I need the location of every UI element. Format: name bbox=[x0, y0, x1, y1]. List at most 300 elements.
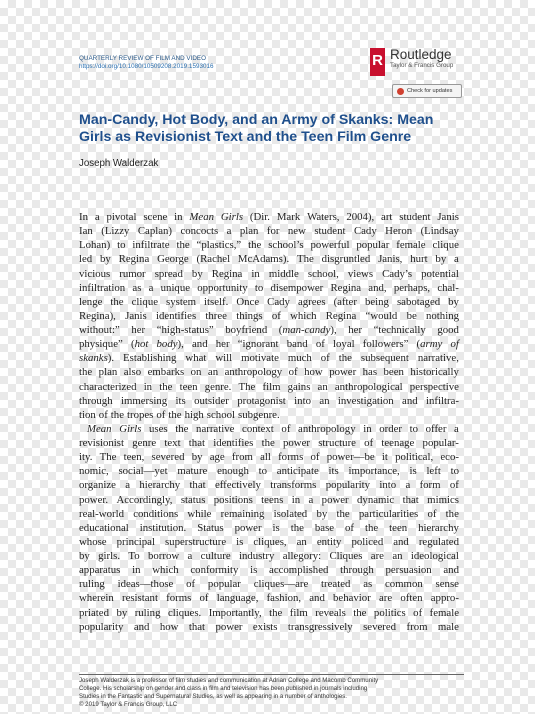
word: Regina bbox=[330, 281, 362, 294]
check-for-updates-button[interactable] bbox=[392, 84, 462, 98]
word: will bbox=[215, 352, 233, 365]
word: eco- bbox=[440, 451, 459, 464]
word: body), bbox=[156, 338, 184, 351]
word: entity bbox=[316, 535, 342, 548]
word: identifies bbox=[155, 309, 197, 322]
word: of bbox=[310, 451, 320, 464]
word: of bbox=[271, 309, 281, 322]
word: through bbox=[79, 394, 113, 407]
word: Cady bbox=[353, 225, 377, 238]
word: a bbox=[454, 422, 459, 435]
word: hierarchy bbox=[139, 479, 181, 492]
word: (man-candy), bbox=[278, 324, 337, 336]
word: transforms bbox=[270, 479, 317, 492]
word: 2004), bbox=[346, 211, 375, 223]
word: “high-status” bbox=[156, 324, 214, 336]
word: the bbox=[79, 366, 93, 379]
word: her bbox=[131, 324, 146, 336]
word: girls. bbox=[98, 550, 121, 562]
word: whose bbox=[79, 535, 107, 548]
word: disgruntled bbox=[321, 253, 371, 266]
word: teen, bbox=[123, 451, 145, 464]
word: teen bbox=[179, 380, 198, 393]
word: treated bbox=[321, 578, 351, 591]
word: Mean bbox=[87, 422, 112, 435]
word: power bbox=[329, 366, 357, 379]
word: the bbox=[269, 606, 283, 619]
word: as bbox=[132, 281, 142, 294]
word: to bbox=[117, 239, 126, 252]
word: institution. bbox=[139, 521, 187, 534]
word: plan bbox=[239, 225, 259, 238]
word: often bbox=[400, 592, 423, 605]
word: motivate bbox=[241, 352, 279, 365]
word: an bbox=[317, 380, 328, 393]
word: historically bbox=[410, 366, 459, 379]
article-title bbox=[79, 112, 469, 146]
word: spread bbox=[154, 267, 183, 280]
word: without:” bbox=[79, 324, 120, 336]
word: uses bbox=[149, 422, 168, 435]
word: popular bbox=[356, 239, 390, 252]
body-line bbox=[79, 210, 459, 224]
word: teens bbox=[261, 493, 284, 506]
word: and bbox=[393, 535, 409, 548]
author-name: Joseph Walderzak bbox=[79, 158, 159, 169]
word: is bbox=[409, 465, 417, 478]
word: ideological bbox=[410, 550, 459, 562]
word: also bbox=[123, 366, 142, 379]
word: Waters, bbox=[307, 211, 340, 223]
word: ideas—those bbox=[117, 578, 174, 591]
word: the bbox=[159, 380, 173, 393]
word: subgenre. bbox=[238, 408, 280, 421]
word: resistant bbox=[121, 592, 158, 605]
word: female bbox=[429, 606, 459, 619]
word: is bbox=[236, 535, 244, 548]
word: In bbox=[79, 211, 88, 223]
body-line bbox=[79, 309, 459, 323]
word: into bbox=[294, 394, 311, 407]
word: the bbox=[168, 408, 182, 421]
word: immersing bbox=[120, 394, 168, 407]
word: infiltration bbox=[79, 281, 126, 294]
word: apparatus bbox=[79, 564, 121, 577]
word: in bbox=[132, 564, 141, 577]
word: Janis bbox=[437, 211, 459, 223]
word: by bbox=[116, 606, 128, 619]
word: the bbox=[290, 521, 304, 534]
word: has bbox=[362, 366, 378, 379]
word: cliques—are bbox=[253, 578, 309, 591]
word: the bbox=[261, 437, 275, 449]
word: language, bbox=[216, 592, 259, 605]
word: social—yet bbox=[118, 465, 168, 478]
word: Regina bbox=[118, 253, 150, 266]
word: to bbox=[258, 465, 268, 478]
body-line bbox=[79, 394, 459, 408]
word: fashion, bbox=[266, 592, 302, 605]
word: common bbox=[384, 578, 423, 591]
word: cliques, bbox=[253, 535, 287, 548]
word: been bbox=[383, 366, 404, 379]
word: clique bbox=[131, 295, 159, 308]
word: context bbox=[242, 422, 274, 435]
word: severed bbox=[363, 620, 397, 633]
word: power bbox=[321, 493, 349, 506]
routledge-logo-icon: R bbox=[370, 48, 385, 76]
word: effectively bbox=[214, 479, 261, 492]
word: Mean bbox=[189, 211, 214, 223]
body-line bbox=[79, 549, 459, 563]
word: George bbox=[157, 253, 189, 266]
word: appro- bbox=[430, 592, 459, 605]
word: being bbox=[364, 295, 389, 308]
word: in bbox=[143, 380, 153, 393]
word: text bbox=[164, 437, 181, 449]
word: industry bbox=[238, 550, 275, 562]
publisher-sub: Taylor & Francis Group bbox=[390, 62, 454, 69]
body-line bbox=[79, 238, 459, 252]
word: cliques. bbox=[167, 606, 202, 619]
word: what bbox=[185, 352, 207, 365]
word: loyal bbox=[333, 338, 355, 351]
word: how bbox=[159, 620, 179, 633]
word: political, bbox=[395, 451, 434, 464]
word: allegory: bbox=[282, 550, 322, 562]
word: (army bbox=[416, 338, 443, 351]
word: while bbox=[187, 507, 212, 520]
word: status bbox=[180, 493, 206, 506]
word: outsider bbox=[194, 394, 229, 407]
word: of bbox=[449, 479, 459, 492]
word: of bbox=[315, 338, 325, 351]
word: of bbox=[199, 592, 209, 605]
word: The bbox=[297, 253, 314, 266]
word: Establishing bbox=[123, 352, 177, 365]
word: the bbox=[248, 239, 262, 252]
word: opportunity bbox=[197, 281, 248, 294]
word: potential bbox=[421, 267, 459, 280]
word: of bbox=[156, 408, 166, 421]
word: male bbox=[437, 620, 459, 633]
word: by bbox=[100, 253, 111, 266]
word: (hot bbox=[130, 338, 149, 351]
word: and bbox=[402, 394, 418, 407]
word: be bbox=[406, 309, 417, 322]
word: popular bbox=[207, 578, 241, 591]
word: new bbox=[287, 225, 306, 238]
word: three bbox=[205, 309, 227, 322]
word: agrees bbox=[297, 295, 326, 308]
body-line bbox=[79, 478, 459, 492]
word: (Rachel bbox=[196, 253, 231, 266]
word: remaining bbox=[220, 507, 265, 520]
word: in bbox=[291, 493, 301, 506]
word: form bbox=[419, 479, 441, 492]
word: popularity bbox=[325, 479, 371, 492]
word: hurt bbox=[410, 253, 428, 266]
word: accomplished bbox=[269, 564, 329, 577]
word: powerful bbox=[310, 239, 350, 252]
word: teenage bbox=[381, 437, 415, 449]
word: base bbox=[314, 521, 335, 534]
word: the bbox=[110, 408, 124, 421]
word: perspective bbox=[409, 380, 459, 393]
word: physique” bbox=[79, 338, 123, 351]
body-line bbox=[79, 295, 459, 309]
word: that bbox=[188, 620, 206, 633]
word: and bbox=[133, 620, 150, 633]
word: an bbox=[319, 394, 330, 407]
body-line bbox=[79, 577, 459, 591]
word: for bbox=[266, 225, 280, 238]
word: popularity bbox=[79, 620, 124, 633]
word: from bbox=[406, 620, 428, 633]
word: concocts bbox=[180, 225, 219, 238]
journal-header bbox=[79, 55, 213, 71]
body-line bbox=[79, 464, 459, 478]
doi-link[interactable]: https://doi.org/10.1080/10509208.2019.1593016 bbox=[79, 63, 214, 70]
word: structure bbox=[318, 437, 356, 449]
word: Girls bbox=[119, 422, 142, 435]
body-line bbox=[79, 521, 459, 535]
word: school, bbox=[307, 267, 339, 280]
check-updates-label: Check for updates bbox=[407, 88, 453, 94]
word: a bbox=[454, 253, 459, 266]
word: art bbox=[381, 211, 393, 223]
word: conditions bbox=[133, 507, 179, 520]
word: “technically bbox=[373, 324, 426, 336]
body-line bbox=[79, 408, 459, 422]
footnote-line: College. His scholarship on gender and class in film and television has been published in journals including bbox=[79, 685, 368, 692]
word: into bbox=[379, 479, 397, 492]
word: a bbox=[308, 493, 314, 506]
word: wherein bbox=[79, 592, 114, 605]
body-line bbox=[79, 606, 459, 620]
word: things bbox=[236, 309, 263, 322]
word: dynamic bbox=[357, 493, 395, 506]
word: ruling bbox=[79, 578, 105, 591]
word: film bbox=[262, 380, 281, 393]
word: Regina bbox=[211, 267, 243, 280]
word: infiltrate bbox=[132, 239, 170, 252]
word: unique bbox=[160, 281, 191, 294]
word: of bbox=[320, 352, 330, 365]
body-line bbox=[79, 507, 459, 521]
body-line bbox=[79, 281, 459, 295]
word: are bbox=[370, 550, 384, 562]
word: persuasion bbox=[385, 564, 432, 577]
word: of bbox=[281, 422, 291, 435]
footnote-line: Studies in the Fantastic and Supernatural Studies, as well as appearing in a number of anthologies. bbox=[79, 693, 347, 700]
word: to bbox=[409, 422, 419, 435]
word: (after bbox=[333, 295, 357, 308]
body-line bbox=[79, 365, 459, 379]
footnote-line: © 2019 Taylor & Francis Group, LLC bbox=[79, 701, 178, 708]
word: a bbox=[226, 225, 232, 238]
body-line bbox=[79, 493, 459, 507]
word: Caplan) bbox=[137, 225, 173, 238]
word: importance, bbox=[348, 465, 400, 478]
word: reveals bbox=[315, 606, 346, 619]
word: Mark bbox=[276, 211, 301, 223]
word: high bbox=[184, 408, 204, 421]
word: protagonist bbox=[237, 394, 286, 407]
word: the bbox=[353, 606, 367, 619]
word: chal- bbox=[437, 281, 459, 294]
word: in bbox=[363, 422, 372, 435]
word: ity. bbox=[79, 451, 93, 464]
word: genre. bbox=[204, 380, 232, 393]
word: principal bbox=[116, 535, 155, 548]
word: by bbox=[191, 451, 203, 464]
word: “plastics,” bbox=[196, 239, 242, 252]
word: by bbox=[79, 550, 90, 562]
word: power bbox=[215, 620, 243, 633]
word: by bbox=[316, 507, 328, 520]
word: led bbox=[79, 253, 93, 266]
word: isolated bbox=[273, 507, 308, 520]
word: behavior bbox=[333, 592, 371, 605]
word: To bbox=[128, 550, 140, 562]
word: identifies bbox=[213, 437, 254, 449]
word: nomic, bbox=[79, 465, 109, 478]
word: anthropology bbox=[298, 422, 356, 435]
word: narrative bbox=[196, 422, 235, 435]
word: is bbox=[272, 521, 280, 534]
word: priated bbox=[79, 606, 109, 619]
body-line bbox=[79, 323, 459, 337]
word: itself. bbox=[204, 295, 229, 308]
word: the bbox=[175, 422, 189, 435]
word: and bbox=[443, 564, 459, 577]
word: its bbox=[328, 465, 339, 478]
word: positions bbox=[213, 493, 253, 506]
word: school bbox=[206, 408, 235, 421]
word: nothing bbox=[426, 309, 459, 322]
word: the bbox=[338, 352, 352, 365]
word: Ian bbox=[79, 225, 93, 238]
word: rumor bbox=[119, 267, 146, 280]
word: and bbox=[309, 592, 325, 605]
word: system bbox=[166, 295, 197, 308]
word: a bbox=[187, 550, 193, 562]
word: genre bbox=[132, 437, 157, 449]
word: boyfriend bbox=[225, 324, 268, 336]
word: embarks bbox=[147, 366, 185, 379]
word: student bbox=[314, 225, 346, 238]
word: skanks). bbox=[79, 352, 115, 365]
word: “would bbox=[365, 309, 398, 322]
word: that bbox=[188, 437, 205, 449]
word: anthropological bbox=[334, 380, 403, 393]
word: tropes bbox=[127, 408, 154, 421]
word: infiltra- bbox=[425, 394, 459, 407]
word: followers” bbox=[362, 338, 409, 351]
word: a bbox=[125, 479, 131, 492]
word: scene bbox=[143, 211, 168, 223]
word: regulated bbox=[418, 535, 459, 548]
publisher-logo bbox=[370, 48, 453, 76]
body-line bbox=[79, 351, 459, 365]
word: conformity bbox=[190, 564, 239, 577]
word: that bbox=[402, 493, 419, 506]
word: enough bbox=[217, 465, 249, 478]
word: ruling bbox=[134, 606, 161, 619]
word: that bbox=[189, 479, 206, 492]
word: tion bbox=[79, 408, 96, 421]
word: Cady’s bbox=[382, 267, 413, 280]
word: The bbox=[99, 451, 117, 464]
word: mimics bbox=[427, 493, 459, 506]
word: power. bbox=[79, 493, 109, 506]
word: anthropology bbox=[224, 366, 283, 379]
word: are bbox=[379, 592, 393, 605]
word: Girls bbox=[220, 211, 244, 223]
word: hierarchy bbox=[418, 521, 459, 534]
word: student bbox=[399, 211, 431, 223]
word: a bbox=[94, 211, 100, 223]
word: exists bbox=[252, 620, 278, 633]
word: Lohan) bbox=[79, 239, 111, 252]
word: to bbox=[254, 281, 264, 294]
word: transgressively bbox=[287, 620, 353, 633]
word: disempower bbox=[270, 281, 324, 294]
word: from bbox=[231, 451, 253, 464]
word: good bbox=[437, 324, 459, 336]
body-line bbox=[79, 591, 459, 605]
word: of bbox=[450, 338, 459, 351]
word: (Dir. bbox=[249, 211, 270, 223]
word: is bbox=[250, 564, 258, 577]
word: pivotal bbox=[106, 211, 137, 223]
body-line bbox=[79, 380, 459, 394]
body-line bbox=[79, 620, 459, 634]
word: it bbox=[381, 451, 388, 464]
word: Heron bbox=[385, 225, 413, 238]
word: Janis, bbox=[378, 253, 403, 266]
word: the bbox=[336, 507, 350, 520]
word: superstructure bbox=[164, 535, 227, 548]
word: (Lindsay bbox=[420, 225, 459, 238]
title-line: Girls as Revisionist Text and the Teen Film Genre bbox=[79, 129, 412, 145]
word: a bbox=[148, 281, 154, 294]
word: school’s bbox=[268, 239, 304, 252]
word: an bbox=[296, 535, 307, 548]
article-body bbox=[79, 210, 459, 634]
word: plan bbox=[98, 366, 118, 379]
word: and bbox=[192, 338, 208, 351]
word: offer bbox=[425, 422, 447, 435]
word: as bbox=[363, 578, 373, 591]
word: policed bbox=[351, 535, 384, 548]
word: lenge bbox=[79, 295, 103, 308]
journal-name: QUARTERLY REVIEW OF FILM AND VIDEO bbox=[79, 55, 207, 62]
word: film bbox=[289, 606, 308, 619]
word: anticipate bbox=[276, 465, 319, 478]
word: which bbox=[152, 564, 179, 577]
word: which bbox=[290, 309, 317, 322]
word: Regina), bbox=[79, 309, 116, 322]
word: in bbox=[251, 267, 260, 280]
word: Cady bbox=[267, 295, 290, 308]
word: subsequent bbox=[360, 352, 409, 365]
word: of bbox=[413, 606, 423, 619]
word: and, bbox=[368, 281, 387, 294]
word: particularities bbox=[358, 507, 419, 520]
publisher-name: Routledge bbox=[390, 47, 452, 62]
